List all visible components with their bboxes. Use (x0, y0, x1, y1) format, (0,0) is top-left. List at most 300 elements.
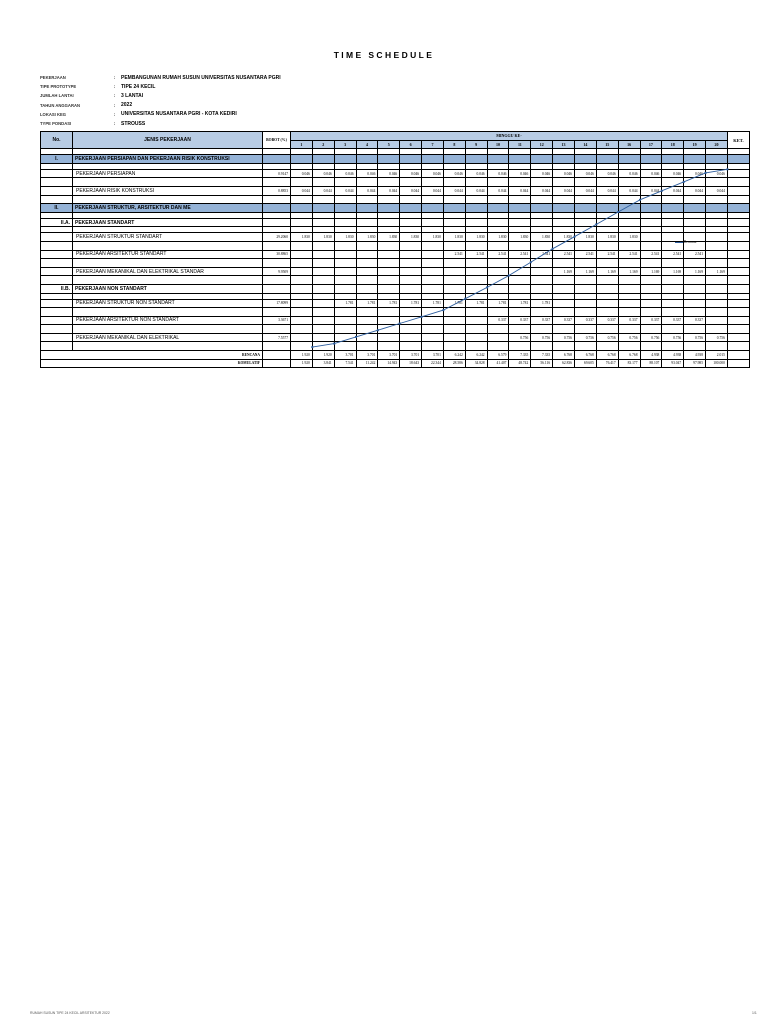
empty-cell (263, 359, 291, 368)
empty-cell (618, 155, 640, 164)
total-value: 1.920 (291, 351, 313, 360)
empty-cell (531, 342, 553, 351)
week-value (312, 316, 334, 325)
empty-cell (487, 204, 509, 213)
empty-cell (400, 218, 422, 227)
footer-page-number: 1/1 (752, 1011, 757, 1015)
item-spacer-row (41, 342, 750, 351)
empty-cell (443, 342, 465, 351)
week-value (356, 333, 378, 342)
total-value: 83.177 (618, 359, 640, 368)
item-no (41, 316, 73, 325)
empty-cell (531, 178, 553, 187)
empty-cell (618, 276, 640, 285)
empty-cell (443, 195, 465, 204)
week-value: 0.044 (443, 186, 465, 195)
empty-cell (662, 284, 684, 293)
empty-cell (553, 204, 575, 213)
item-row (41, 233, 750, 242)
empty-cell (356, 204, 378, 213)
total-value: 7.335 (509, 351, 531, 360)
empty-cell (662, 325, 684, 334)
item-ket (727, 316, 749, 325)
week-value: 1.830 (487, 233, 509, 242)
item-name: PEKERJAAN MEKANIKAL DAN ELEKTRIKAL STANDAR (73, 267, 263, 276)
week-value: 0.044 (662, 186, 684, 195)
empty-cell (574, 155, 596, 164)
empty-cell (378, 276, 400, 285)
week-value: 0.044 (618, 186, 640, 195)
empty-cell (662, 178, 684, 187)
empty-cell (487, 195, 509, 204)
week-value: 0.756 (684, 333, 706, 342)
empty-cell (465, 284, 487, 293)
week-value: 0.756 (574, 333, 596, 342)
week-value: 2.541 (531, 250, 553, 259)
item-spacer-row (41, 241, 750, 250)
info-key: TAHUN ANGGARAN (40, 102, 81, 108)
week-value: 1.781 (422, 299, 444, 308)
empty-cell (618, 325, 640, 334)
empty-cell (263, 308, 291, 317)
empty-cell (263, 259, 291, 268)
empty-cell (640, 195, 662, 204)
week-value (422, 250, 444, 259)
week-value (574, 299, 596, 308)
week-value: 1.830 (553, 233, 575, 242)
week-value (531, 267, 553, 276)
item-name: PEKERJAAN PERSIAPAN (73, 169, 263, 178)
empty-cell (422, 284, 444, 293)
legend-label: Rencana (684, 240, 697, 244)
week-value: 1.169 (596, 267, 618, 276)
empty-cell (422, 276, 444, 285)
time-schedule-table (40, 131, 750, 368)
week-value: 0.046 (443, 169, 465, 178)
item-name: PEKERJAAN RISIK KONSTRUKSI (73, 186, 263, 195)
item-ket (727, 333, 749, 342)
week-header: 6 (400, 140, 422, 149)
week-value: 0.046 (465, 169, 487, 178)
empty-cell (41, 276, 73, 285)
empty-cell (640, 218, 662, 227)
empty-cell (487, 342, 509, 351)
empty-cell (553, 276, 575, 285)
week-value: 0.337 (596, 316, 618, 325)
week-value: 0.337 (662, 316, 684, 325)
item-spacer-row (41, 259, 750, 268)
empty-cell (263, 351, 291, 360)
empty-cell (465, 276, 487, 285)
empty-cell (356, 218, 378, 227)
item-bobot: 7.5577 (263, 333, 291, 342)
empty-cell (312, 259, 334, 268)
empty-cell (727, 241, 749, 250)
empty-cell (596, 178, 618, 187)
week-header: 8 (443, 140, 465, 149)
empty-cell (727, 178, 749, 187)
week-value: 1.169 (706, 267, 728, 276)
empty-cell (312, 276, 334, 285)
empty-cell (640, 155, 662, 164)
empty-cell (291, 342, 313, 351)
week-value: 0.044 (422, 186, 444, 195)
empty-cell (465, 155, 487, 164)
empty-cell (640, 178, 662, 187)
week-header: 4 (356, 140, 378, 149)
empty-cell (41, 325, 73, 334)
week-value: 0.046 (553, 169, 575, 178)
week-value (334, 316, 356, 325)
empty-cell (400, 259, 422, 268)
empty-cell (263, 342, 291, 351)
empty-cell (443, 308, 465, 317)
empty-cell (312, 195, 334, 204)
item-no (41, 333, 73, 342)
info-value: STROUSS (121, 120, 146, 127)
empty-cell (684, 178, 706, 187)
week-value: 0.046 (531, 169, 553, 178)
total-value: 34.828 (465, 359, 487, 368)
empty-cell (640, 342, 662, 351)
week-value: 1.781 (487, 299, 509, 308)
item-bobot: 9.9509 (263, 267, 291, 276)
empty-cell (73, 342, 263, 351)
empty-cell (422, 325, 444, 334)
week-value: 1.169 (684, 267, 706, 276)
week-value (356, 250, 378, 259)
total-value: 69.605 (574, 359, 596, 368)
empty-cell (465, 218, 487, 227)
week-value (706, 299, 728, 308)
info-value: 2022 (121, 102, 133, 109)
empty-cell (553, 259, 575, 268)
week-value: 0.046 (378, 169, 400, 178)
week-value: 2.541 (618, 250, 640, 259)
week-value (487, 267, 509, 276)
empty-cell (378, 204, 400, 213)
empty-cell (574, 195, 596, 204)
total-value: 3.701 (356, 351, 378, 360)
week-value: 0.046 (334, 169, 356, 178)
empty-cell (378, 178, 400, 187)
week-value: 0.337 (531, 316, 553, 325)
empty-cell (727, 195, 749, 204)
item-spacer-row (41, 308, 750, 317)
week-value: 2.541 (640, 250, 662, 259)
week-value (618, 299, 640, 308)
week-value: 0.044 (312, 186, 334, 195)
empty-cell (41, 178, 73, 187)
empty-cell (291, 259, 313, 268)
item-bobot: 0.8853 (263, 186, 291, 195)
info-key: TYPE PONDASI (40, 121, 72, 127)
empty-cell (291, 276, 313, 285)
empty-cell (531, 325, 553, 334)
total-value: 3.701 (334, 351, 356, 360)
empty-cell (509, 284, 531, 293)
week-value (465, 267, 487, 276)
week-value: 1.781 (334, 299, 356, 308)
empty-cell (422, 218, 444, 227)
week-value: 1.169 (574, 267, 596, 276)
empty-cell (640, 308, 662, 317)
item-spacer-row (41, 276, 750, 285)
info-row (40, 82, 281, 91)
total-value: 62.836 (553, 359, 575, 368)
item-no (41, 233, 73, 242)
week-value (312, 333, 334, 342)
empty-cell (356, 241, 378, 250)
empty-cell (465, 241, 487, 250)
empty-cell (684, 195, 706, 204)
empty-cell (422, 204, 444, 213)
empty-cell (73, 178, 263, 187)
empty-cell (356, 308, 378, 317)
empty-cell (422, 241, 444, 250)
week-value (291, 267, 313, 276)
week-value: 0.046 (400, 169, 422, 178)
empty-cell (291, 241, 313, 250)
empty-cell (73, 325, 263, 334)
empty-cell (263, 284, 291, 293)
week-value: 0.046 (312, 169, 334, 178)
empty-cell (706, 259, 728, 268)
week-value: 0.046 (509, 169, 531, 178)
empty-cell (263, 155, 291, 164)
week-value (640, 233, 662, 242)
week-value (465, 333, 487, 342)
week-header: 12 (531, 140, 553, 149)
week-value: 1.830 (574, 233, 596, 242)
week-value: 0.046 (487, 169, 509, 178)
empty-cell (378, 195, 400, 204)
empty-cell (574, 325, 596, 334)
empty-cell (662, 276, 684, 285)
week-value: 1.781 (531, 299, 553, 308)
week-value: 0.756 (706, 333, 728, 342)
week-value (443, 267, 465, 276)
empty-cell (662, 259, 684, 268)
item-no (41, 169, 73, 178)
total-label: KOMULATIF (41, 359, 263, 368)
section-no: II.A. (41, 218, 73, 227)
empty-cell (553, 155, 575, 164)
week-header: 1 (291, 140, 313, 149)
info-row (40, 101, 281, 110)
item-bobot: 3.3671 (263, 316, 291, 325)
empty-cell (574, 241, 596, 250)
week-value (291, 333, 313, 342)
empty-cell (312, 284, 334, 293)
empty-cell (531, 204, 553, 213)
empty-cell (684, 308, 706, 317)
empty-cell (706, 276, 728, 285)
empty-cell (553, 218, 575, 227)
empty-cell (618, 195, 640, 204)
empty-cell (41, 342, 73, 351)
empty-cell (706, 308, 728, 317)
empty-cell (73, 195, 263, 204)
week-value: 0.337 (553, 316, 575, 325)
week-value: 1.781 (378, 299, 400, 308)
empty-cell (531, 276, 553, 285)
total-value: 6.768 (618, 351, 640, 360)
empty-cell (263, 195, 291, 204)
empty-cell (574, 308, 596, 317)
empty-cell (706, 218, 728, 227)
info-row (40, 119, 281, 128)
empty-cell (618, 284, 640, 293)
header-bobot: BOBOT (%) (263, 132, 291, 149)
info-colon: : (114, 102, 116, 108)
empty-cell (662, 218, 684, 227)
empty-cell (618, 204, 640, 213)
empty-cell (574, 204, 596, 213)
empty-cell (596, 155, 618, 164)
week-value (334, 267, 356, 276)
info-row (40, 110, 281, 119)
empty-cell (574, 284, 596, 293)
total-value: 4.938 (640, 351, 662, 360)
total-value: 4.938 (684, 351, 706, 360)
total-value: 6.768 (574, 351, 596, 360)
total-value: 88.107 (640, 359, 662, 368)
empty-cell (263, 276, 291, 285)
week-value: 0.046 (422, 169, 444, 178)
empty-cell (422, 195, 444, 204)
week-value (400, 316, 422, 325)
empty-cell (312, 155, 334, 164)
week-header: 14 (574, 140, 596, 149)
empty-cell (596, 195, 618, 204)
empty-cell (727, 308, 749, 317)
week-value (422, 316, 444, 325)
empty-cell (509, 342, 531, 351)
empty-cell (662, 195, 684, 204)
empty-cell (378, 155, 400, 164)
week-value: 2.541 (596, 250, 618, 259)
week-value: 1.781 (443, 299, 465, 308)
section-row (41, 284, 750, 293)
week-value (706, 316, 728, 325)
empty-cell (487, 259, 509, 268)
empty-cell (465, 342, 487, 351)
week-value: 1.781 (509, 299, 531, 308)
empty-cell (727, 325, 749, 334)
empty-cell (596, 204, 618, 213)
empty-cell (574, 178, 596, 187)
week-value: 0.044 (291, 186, 313, 195)
info-colon: : (114, 75, 116, 81)
item-name: PEKERJAAN STRUKTUR STANDART (73, 233, 263, 242)
total-value: 6.579 (487, 351, 509, 360)
item-bobot: 30.8865 (263, 250, 291, 259)
empty-cell (640, 276, 662, 285)
empty-cell (487, 308, 509, 317)
empty-cell (531, 284, 553, 293)
empty-cell (662, 342, 684, 351)
empty-cell (291, 308, 313, 317)
empty-cell (553, 195, 575, 204)
item-ket (727, 186, 749, 195)
week-value: 0.337 (684, 316, 706, 325)
empty-cell (356, 276, 378, 285)
empty-cell (443, 284, 465, 293)
empty-cell (706, 155, 728, 164)
total-value: 6.768 (596, 351, 618, 360)
week-value: 0.044 (574, 186, 596, 195)
empty-cell (41, 259, 73, 268)
week-header: 11 (509, 140, 531, 149)
item-ket (727, 267, 749, 276)
item-no (41, 267, 73, 276)
empty-cell (727, 218, 749, 227)
total-row (41, 359, 750, 368)
week-header: 13 (553, 140, 575, 149)
empty-cell (596, 308, 618, 317)
empty-cell (531, 218, 553, 227)
section-row (41, 204, 750, 213)
week-value: 1.830 (291, 233, 313, 242)
section-no: II. (41, 204, 73, 213)
item-row (41, 169, 750, 178)
empty-cell (727, 155, 749, 164)
item-no (41, 186, 73, 195)
week-value: 1.830 (356, 233, 378, 242)
item-bobot: 0.9147 (263, 169, 291, 178)
project-info (40, 73, 281, 128)
week-value: 0.337 (509, 316, 531, 325)
empty-cell (263, 204, 291, 213)
empty-cell (400, 276, 422, 285)
info-value: UNIVERSITAS NUSANTARA PGRI - KOTA KEDIRI (121, 111, 237, 118)
info-row (40, 73, 281, 82)
week-value (378, 333, 400, 342)
empty-cell (422, 178, 444, 187)
empty-cell (312, 308, 334, 317)
empty-cell (684, 325, 706, 334)
empty-cell (291, 178, 313, 187)
empty-cell (356, 284, 378, 293)
empty-cell (334, 155, 356, 164)
empty-cell (531, 155, 553, 164)
empty-cell (727, 284, 749, 293)
empty-cell (356, 259, 378, 268)
empty-cell (422, 259, 444, 268)
week-value (334, 333, 356, 342)
week-value: 1.830 (618, 233, 640, 242)
week-value: 0.756 (662, 333, 684, 342)
total-value: 3.701 (378, 351, 400, 360)
empty-cell (727, 276, 749, 285)
week-value (443, 333, 465, 342)
week-value (291, 299, 313, 308)
week-value (509, 267, 531, 276)
empty-cell (574, 276, 596, 285)
empty-cell (509, 218, 531, 227)
info-colon: : (114, 93, 116, 99)
week-value: 1.830 (422, 233, 444, 242)
item-name: PEKERJAAN STRUKTUR NON STANDART (73, 299, 263, 308)
item-row (41, 267, 750, 276)
header-no: No. (41, 132, 73, 149)
info-key: JUMLAH LANTAI (40, 93, 74, 99)
week-header: 5 (378, 140, 400, 149)
week-value (291, 316, 313, 325)
empty-cell (640, 325, 662, 334)
total-row (41, 351, 750, 360)
